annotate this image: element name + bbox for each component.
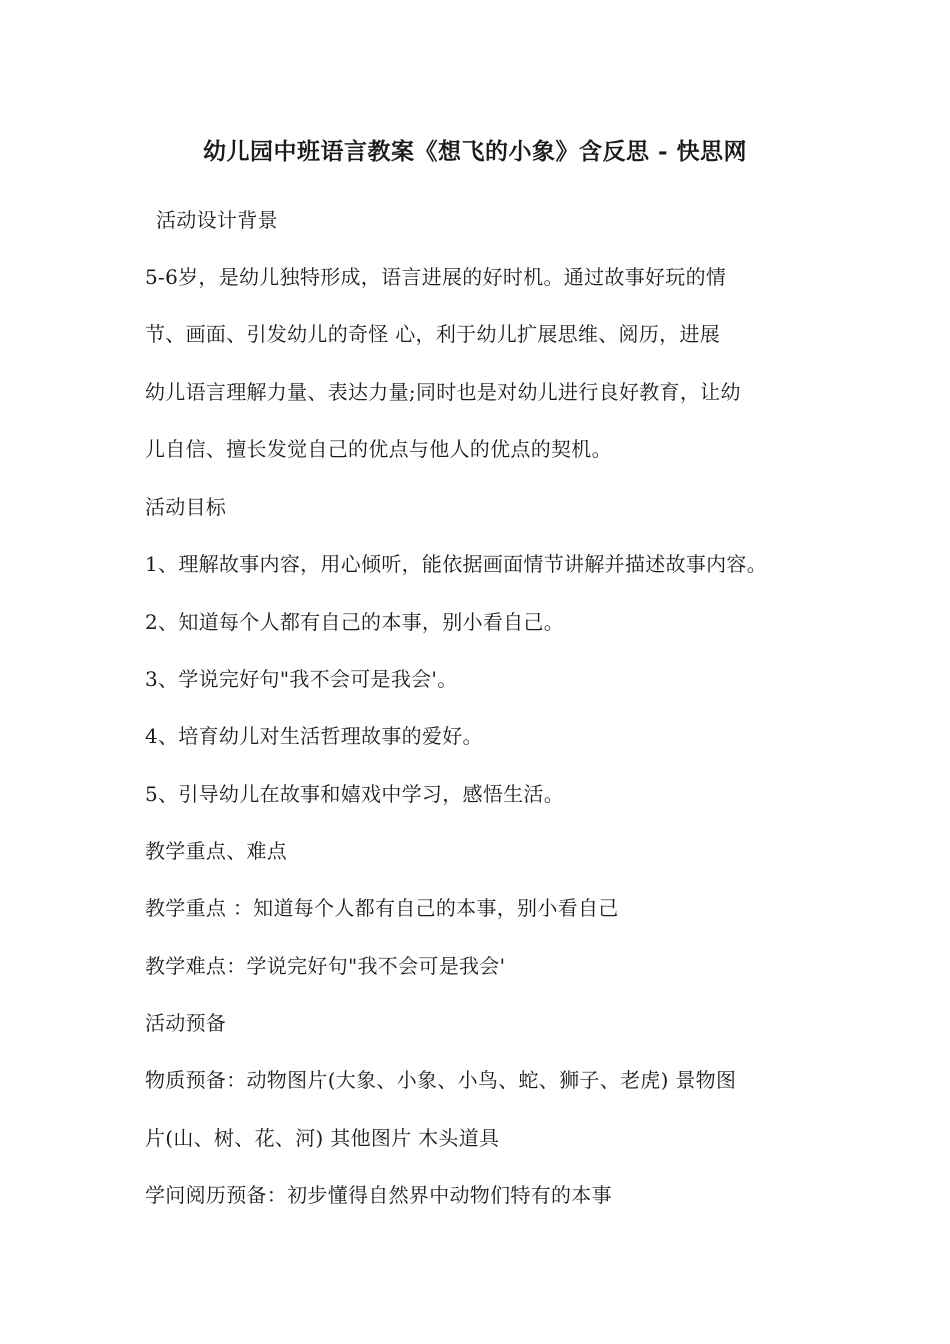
difficulty-line: 教学难点：学说完好句"我不会可是我会' [145, 954, 506, 978]
goal-item: 5、引导幼儿在故事和嬉戏中学习，感悟生活。 [145, 782, 565, 806]
preparation-line: 学问阅历预备：初步懂得自然界中动物们特有的本事 [145, 1183, 612, 1207]
section-heading-key-points: 教学重点、难点 [145, 839, 288, 863]
goal-item: 1、理解故事内容，用心倾听，能依据画面情节讲解并描述故事内容。 [145, 552, 768, 576]
paragraph-line: 幼儿语言理解力量、表达力量;同时也是对幼儿进行良好教育，让幼 [145, 380, 741, 404]
goal-item: 2、知道每个人都有自己的本事，别小看自己。 [145, 610, 565, 634]
key-point-line: 教学重点 ：知道每个人都有自己的本事，别小看自己 [145, 896, 619, 920]
paragraph-line: 节、画面、引发幼儿的奇怪 心，利于幼儿扩展思维、阅历，进展 [145, 322, 721, 346]
section-heading-preparation: 活动预备 [145, 1011, 227, 1035]
paragraph-line: 5-6岁，是幼儿独特形成，语言进展的好时机。通过故事好玩的情 [145, 265, 727, 289]
paragraph-line: 儿自信、擅长发觉自己的优点与他人的优点的契机。 [145, 437, 612, 461]
goal-item: 4、培育幼儿对生活哲理故事的爱好。 [145, 724, 483, 748]
preparation-line: 物质预备：动物图片(大象、小象、小鸟、蛇、狮子、老虎) 景物图 [145, 1068, 737, 1092]
section-heading-background: 活动设计背景 [156, 208, 278, 232]
document-title: 幼儿园中班语言教案《想飞的小象》含反思 - 快思网 [202, 138, 748, 165]
goal-item: 3、学说完好句"我不会可是我会'。 [145, 667, 458, 691]
section-heading-goals: 活动目标 [145, 495, 227, 519]
preparation-line: 片(山、树、花、河) 其他图片 木头道具 [145, 1126, 500, 1150]
